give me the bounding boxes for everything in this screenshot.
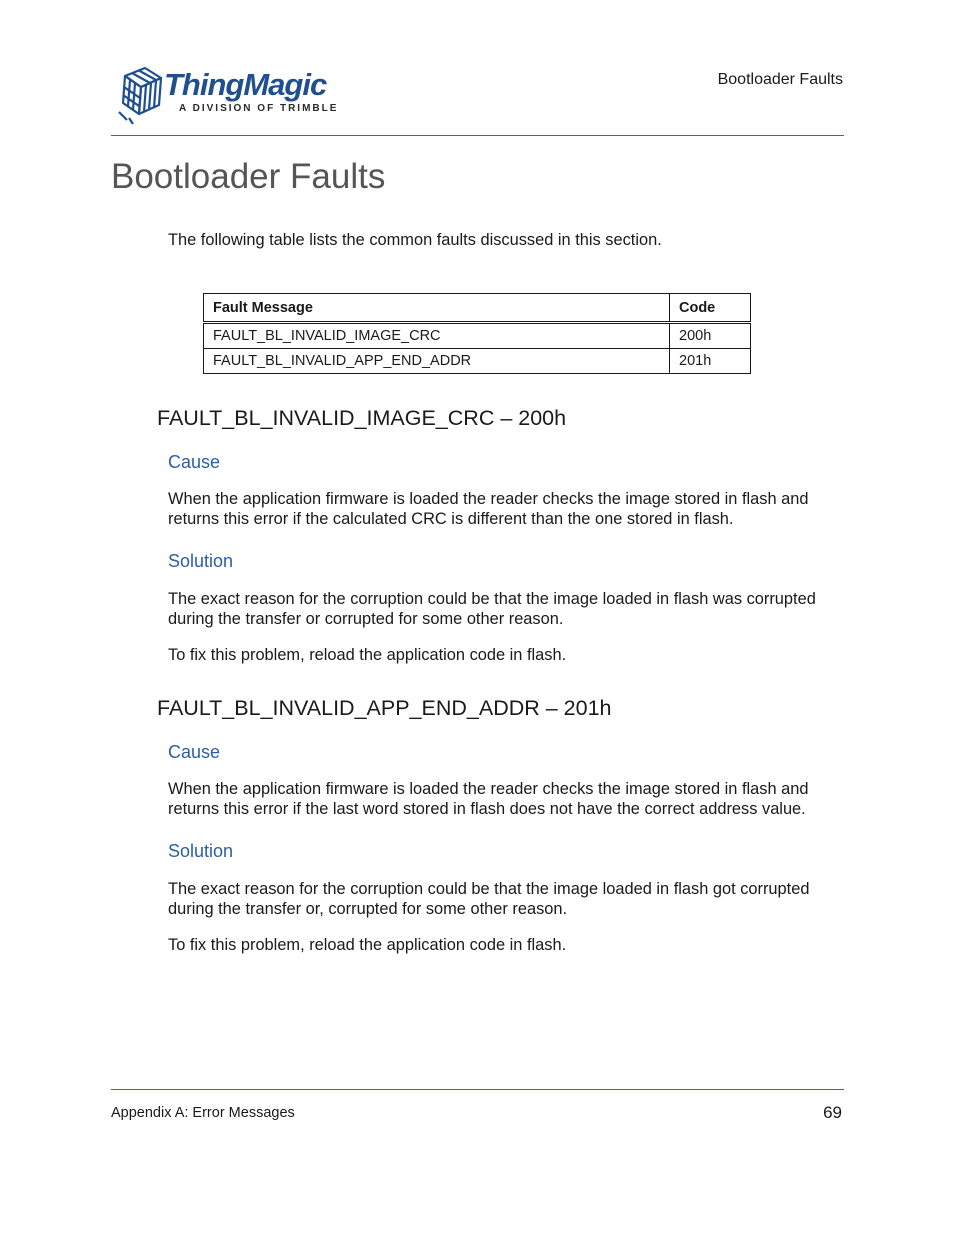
cube-logo-icon	[115, 62, 165, 126]
section-heading-app-end-addr: FAULT_BL_INVALID_APP_END_ADDR – 201h	[157, 696, 612, 720]
section-heading-image-crc: FAULT_BL_INVALID_IMAGE_CRC – 200h	[157, 406, 567, 430]
cause-heading: Cause	[168, 742, 221, 762]
logo-wordmark: ThingMagic	[164, 67, 327, 102]
solution-heading: Solution	[168, 551, 234, 571]
column-header-fault-message: Fault Message	[204, 294, 670, 323]
thingmagic-logo	[115, 62, 339, 126]
page-title: Bootloader Faults	[111, 157, 386, 196]
cause-paragraph: When the application firmware is loaded the reader checks the image stored in flash and returns this error if the calculated CRC is different than the one stored in flash.	[168, 490, 809, 528]
solution-heading: Solution	[168, 841, 234, 861]
table-cell-code: 200h	[670, 323, 751, 349]
table-row	[204, 323, 751, 349]
intro-paragraph: The following table lists the common faults discussed in this section.	[168, 231, 662, 249]
running-head: Bootloader Faults	[717, 71, 843, 88]
cause-paragraph: When the application firmware is loaded the reader checks the image stored in flash and returns this error if the last word stored in flash does not have the correct address value.	[168, 780, 809, 818]
table-cell-fault: FAULT_BL_INVALID_APP_END_ADDR	[204, 349, 670, 374]
table-row	[204, 349, 751, 374]
solution-fix-paragraph: To fix this problem, reload the application code in flash.	[168, 936, 567, 954]
solution-paragraph: The exact reason for the corruption could be that the image loaded in flash was corrupted during the transfer or corrupted for some other reason.	[168, 590, 816, 628]
logo-subtitle: A DIVISION OF TRIMBLE	[179, 103, 339, 114]
footer-rule	[111, 1089, 844, 1090]
solution-paragraph: The exact reason for the corruption could be that the image loaded in flash got corrupted during the transfer or, corrupted for some other reason.	[168, 880, 810, 918]
solution-fix-paragraph: To fix this problem, reload the application code in flash.	[168, 646, 567, 664]
table-cell-fault: FAULT_BL_INVALID_IMAGE_CRC	[204, 323, 670, 349]
header-rule	[111, 135, 844, 136]
cause-heading: Cause	[168, 452, 221, 472]
table-header-row	[204, 294, 751, 323]
page-number: 69	[823, 1103, 842, 1122]
table-cell-code: 201h	[670, 349, 751, 374]
column-header-code: Code	[670, 294, 751, 323]
footer-chapter: Appendix A: Error Messages	[111, 1105, 295, 1121]
fault-table	[203, 293, 751, 374]
